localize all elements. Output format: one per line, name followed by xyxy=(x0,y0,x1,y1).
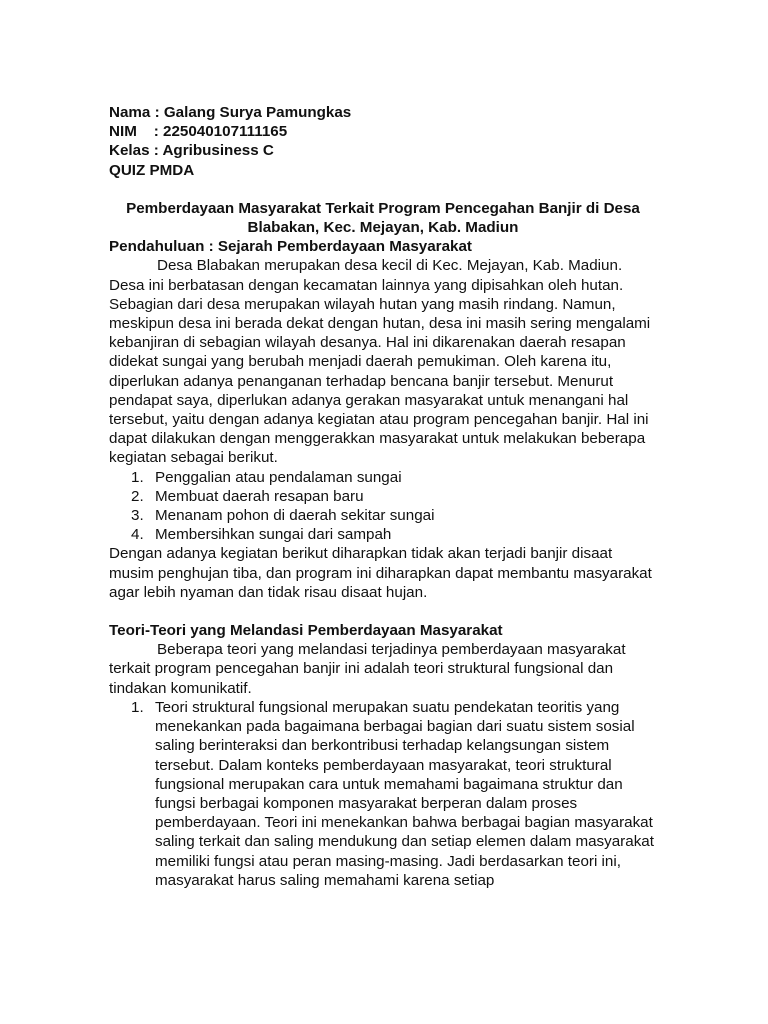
activity-list xyxy=(109,468,657,545)
list-item-text: Teori struktural fungsional merupakan suatu pendekatan teoritis yang menekankan pada bagaimana berbagai bagian dari suatu sistem sosial saling berinteraksi dan berkontribusi terhadap kelangsungan sistem tersebut. Dalam konteks pemberdayaan masyarakat, teori struktural fungsional merupakan cara untuk memahami bagaimana struktur dan fungsi berbagai komponen masyarakat berperan dalam proses pemberdayaan. Teori ini menekankan bahwa berbagai bagian masyarakat saling terkait dan saling mendukung dan setiap elemen dalam masyarakat memiliki fungsi atau peran masing-masing. Jadi berdasarkan teori ini, masyarakat harus saling memahami karena setiap xyxy=(155,698,654,889)
list-item xyxy=(109,487,657,506)
student-name: Nama : Galang Surya Pamungkas xyxy=(109,104,352,121)
intro-section xyxy=(109,237,657,602)
list-item-text: Penggalian atau pendalaman sungai xyxy=(155,468,402,486)
list-item-number: 2. xyxy=(131,487,144,505)
document-title xyxy=(109,199,657,237)
document-page xyxy=(109,103,657,890)
list-item xyxy=(109,525,657,544)
intro-closing: Dengan adanya kegiatan berikut diharapkan tidak akan terjadi banjir disaat musim penghujan tiba, dan program ini diharapkan dapat membantu masyarakat agar lebih nyaman dan tidak risau disaat hujan. xyxy=(109,545,652,601)
intro-paragraph: Desa Blabakan merupakan desa kecil di Kec. Mejayan, Kab. Madiun. Desa ini berbatasan dengan kecamatan lainnya yang dipisahkan oleh hutan. Sebagian dari desa merupakan wilayah hutan yang masih rindang. Namun, meskipun desa ini berada dekat dengan hutan, desa ini masih sering mengalami kebanjiran di sebagian wilayah desanya. Hal ini dikarenakan daerah resapan didekat sungai yang berubah menjadi daerah pemukiman. Oleh karena itu, diperlukan adanya penanganan terhadap bencana banjir tersebut. Menurut pendapat saya, diperlukan adanya gerakan masyarakat untuk menangani hal tersebut, yaitu dengan adanya kegiatan atau program pencegahan banjir. Hal ini dapat dilakukan dengan menggerakkan masyarakat untuk melakukan beberapa kegiatan sebagai berikut. xyxy=(109,257,651,467)
intro-heading: Pendahuluan : Sejarah Pemberdayaan Masyarakat xyxy=(109,238,472,256)
list-item xyxy=(109,506,657,525)
list-item-text: Membersihkan sungai dari sampah xyxy=(155,526,392,544)
list-item-number: 1. xyxy=(131,698,144,716)
quiz-label: QUIZ PMDA xyxy=(109,161,195,179)
theory-section xyxy=(109,621,657,890)
list-item-number: 3. xyxy=(131,507,144,525)
list-item-number: 4. xyxy=(131,526,144,544)
title-line-2: Blabakan, Kec. Mejayan, Kab. Madiun xyxy=(247,219,519,237)
list-item-text: Menanam pohon di daerah sekitar sungai xyxy=(155,507,435,525)
student-nim: NIM : 225040107111165 xyxy=(109,123,288,141)
list-item xyxy=(109,468,657,487)
theory-list xyxy=(109,698,657,890)
student-info xyxy=(109,103,657,180)
list-item-text: Membuat daerah resapan baru xyxy=(155,487,364,505)
section-spacer xyxy=(109,602,657,621)
list-item-number: 1. xyxy=(131,468,144,486)
theory-heading: Teori-Teori yang Melandasi Pemberdayaan Masyarakat xyxy=(109,622,503,640)
list-item xyxy=(109,698,657,890)
title-line-1: Pemberdayaan Masyarakat Terkait Program Pencegahan Banjir di Desa xyxy=(126,199,640,217)
student-class: Kelas : Agribusiness C xyxy=(109,142,274,160)
theory-paragraph: Beberapa teori yang melandasi terjadinya pemberdayaan masyarakat terkait program pencegahan banjir ini adalah teori struktural fungsional dan tindakan komunikatif. xyxy=(109,641,626,697)
